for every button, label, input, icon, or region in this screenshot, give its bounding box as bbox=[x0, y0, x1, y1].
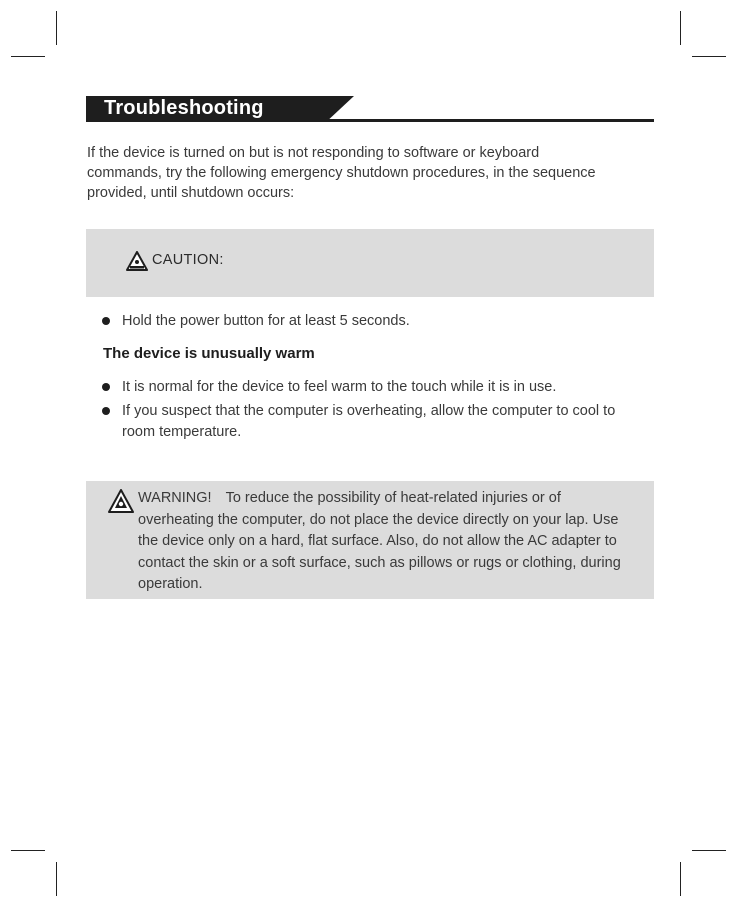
list-item: It is normal for the device to feel warm to the touch while it is in use. bbox=[100, 377, 640, 398]
crop-mark bbox=[11, 56, 45, 57]
crop-mark bbox=[692, 56, 726, 57]
list-item: If you suspect that the computer is overheating, allow the computer to cool to room temperature. bbox=[100, 401, 640, 443]
warning-text bbox=[138, 488, 638, 596]
crop-mark bbox=[56, 862, 57, 896]
header-rule bbox=[86, 119, 654, 122]
section-header bbox=[86, 96, 654, 124]
crop-mark bbox=[11, 850, 45, 851]
intro-paragraph: If the device is turned on but is not responding to software or keyboard commands, try the following emergency shutdown procedures, in the sequence provided, until shutdown occurs: bbox=[87, 145, 596, 201]
crop-mark bbox=[56, 11, 57, 45]
list-item: Hold the power button for at least 5 seconds. bbox=[100, 311, 640, 332]
shutdown-steps-list bbox=[100, 311, 640, 335]
crop-mark bbox=[692, 850, 726, 851]
warning-body: To reduce the possibility of heat-related injuries or of overheating the computer, do not place the device directly on your lap. Use the device only on a hard, flat surface. Also, do not allow the AC adapter to contact the skin or a soft surface, such as pillows or rugs or clothing, during operation. bbox=[138, 490, 621, 592]
caution-label: CAUTION: bbox=[152, 252, 224, 268]
section-heading: The device is unusually warm bbox=[103, 345, 315, 362]
warning-triangle-icon bbox=[108, 489, 134, 513]
crop-mark bbox=[680, 11, 681, 45]
page-title: Troubleshooting bbox=[104, 97, 264, 119]
warning-label: WARNING! bbox=[138, 490, 212, 506]
caution-triangle-icon bbox=[126, 251, 148, 271]
caution-box bbox=[86, 229, 654, 297]
crop-mark bbox=[680, 862, 681, 896]
warm-tips-list bbox=[100, 377, 640, 446]
warning-box bbox=[86, 481, 654, 599]
